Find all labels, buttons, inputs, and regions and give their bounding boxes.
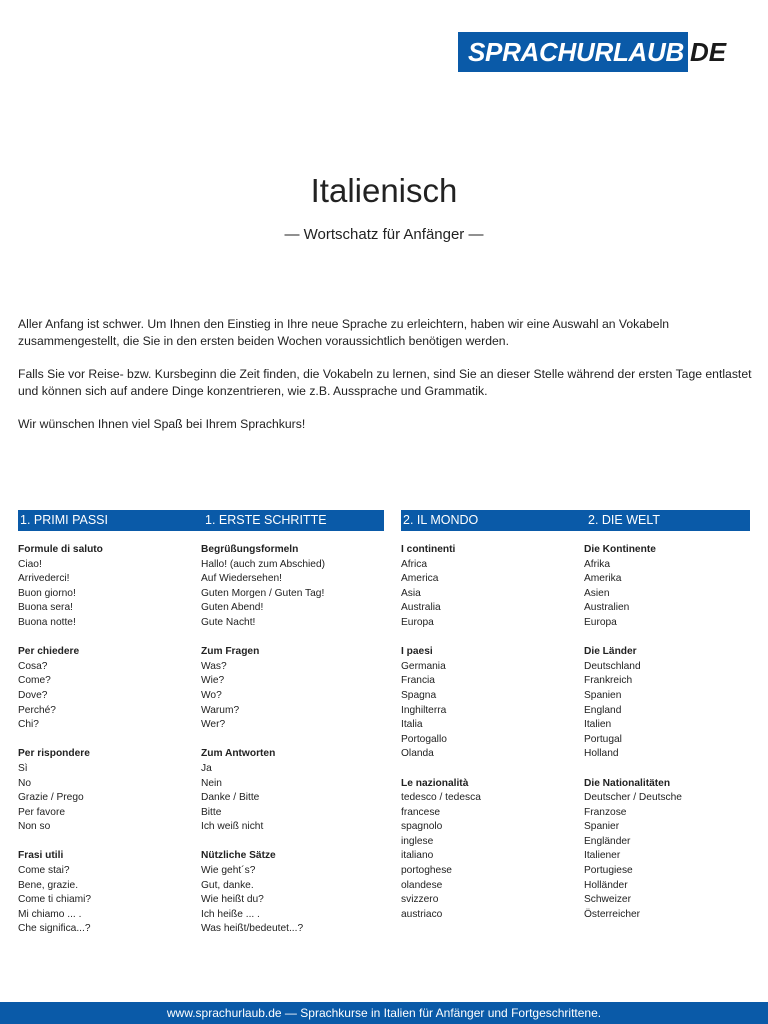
vocab-item: Bitte	[201, 806, 222, 818]
vocab-item: Was?	[201, 660, 227, 672]
page-title: Italienisch	[310, 172, 458, 209]
vocab-item: Danke / Bitte	[201, 792, 260, 804]
vocab-item: Auf Wiedersehen!	[201, 573, 282, 585]
vocab-item: Perché?	[18, 704, 56, 716]
vocab-item: Asien	[584, 587, 610, 599]
german-column	[584, 543, 682, 937]
italian-column	[18, 543, 201, 952]
vocab-item: Portogallo	[401, 733, 447, 745]
vocab-item: svizzero	[401, 894, 439, 906]
vocab-table-first-steps	[18, 510, 384, 952]
section-heading: I continenti	[401, 544, 456, 555]
section-heading: Zum Antworten	[201, 748, 276, 760]
vocab-item: Che significa...?	[18, 923, 91, 935]
vocab-item: Guten Abend!	[201, 602, 264, 614]
vocab-item: Mi chiamo ... .	[18, 908, 82, 920]
vocab-item: Chi?	[18, 719, 39, 731]
vocab-item: Spagna	[401, 689, 437, 701]
vocab-item: Africa	[401, 558, 428, 570]
section-heading: Die Länder	[584, 646, 637, 658]
vocab-item: Dove?	[18, 689, 48, 701]
vocab-item: Holländer	[584, 879, 628, 891]
vocab-item: Cosa?	[18, 660, 48, 672]
vocab-item: Come ti chiami?	[18, 894, 92, 906]
vocab-section	[401, 777, 584, 923]
vocab-table-world	[401, 510, 750, 937]
page-subtitle: — Wortschatz für Anfänger —	[284, 226, 484, 243]
vocab-item: Österreicher	[584, 908, 641, 920]
vocab-item: Afrika	[584, 558, 611, 570]
italian-column	[401, 543, 584, 937]
vocab-section	[401, 543, 584, 631]
vocab-item: Olanda	[401, 748, 434, 760]
vocab-item: olandese	[401, 879, 443, 891]
logo-domain-suffix: DE	[689, 36, 727, 67]
vocab-item: Grazie / Prego	[18, 792, 84, 804]
vocab-item: Italia	[401, 719, 423, 731]
vocab-section	[201, 645, 325, 733]
vocab-item: Nein	[201, 777, 222, 789]
vocab-item: Guten Morgen / Guten Tag!	[201, 587, 325, 599]
table-header	[18, 510, 384, 531]
vocab-section	[584, 543, 682, 631]
vocab-item: Wie geht´s?	[201, 865, 256, 877]
vocab-item: Schweizer	[584, 894, 631, 906]
section-heading: Per rispondere	[18, 748, 90, 760]
vocab-item: Inghilterra	[401, 704, 447, 716]
vocab-item: Australien	[584, 602, 630, 614]
vocab-item: spagnolo	[401, 821, 443, 833]
vocab-section	[18, 645, 201, 733]
vocab-item: Ich weiß nicht	[201, 821, 264, 833]
section-heading: Die Kontinente	[584, 544, 656, 555]
section-heading: Le nazionalità	[401, 777, 469, 789]
section-heading: Formule di saluto	[18, 544, 103, 555]
intro-paragraph: Wir wünschen Ihnen viel Spaß bei Ihrem Sprachkurs!	[18, 417, 306, 431]
vocab-item: Franzose	[584, 806, 627, 818]
vocab-item: Gute Nacht!	[201, 616, 256, 628]
header-italian: 1. PRIMI PASSI	[20, 513, 108, 527]
vocab-item: Europa	[584, 616, 617, 628]
vocab-item: Buona notte!	[18, 616, 76, 628]
vocab-item: Portugiese	[584, 865, 633, 877]
vocab-item: No	[18, 777, 32, 789]
vocab-item: Come stai?	[18, 865, 70, 877]
vocab-item: Germania	[401, 660, 446, 672]
vocab-item: francese	[401, 806, 441, 818]
vocab-item: Wo?	[201, 689, 222, 701]
vocab-item: Ciao!	[18, 558, 42, 570]
vocab-item: tedesco / tedesca	[401, 792, 481, 804]
header-italian: 2. IL MONDO	[403, 513, 479, 527]
vocab-section	[18, 747, 201, 835]
vocab-item: Frankreich	[584, 675, 633, 687]
intro-paragraph: Falls Sie vor Reise- bzw. Kursbeginn die Zeit finden, die Vokabeln zu lernen, sind Sie an dieser Stelle während der ersten Tage entlastet und können sich auf andere Dinge konzentrieren, wie z.B. Aussprache und Grammatik.	[18, 367, 752, 398]
vocab-item: Ja	[201, 762, 212, 774]
vocab-item: Spanier	[584, 821, 620, 833]
vocab-item: Europa	[401, 616, 434, 628]
header-german: 2. DIE WELT	[588, 513, 661, 527]
intro-text	[18, 316, 753, 449]
vocab-section	[18, 543, 201, 631]
section-heading: Frasi utili	[18, 850, 64, 862]
vocab-item: italiano	[401, 850, 434, 862]
vocab-item: Gut, danke.	[201, 879, 254, 891]
vocab-item: Arrivederci!	[18, 573, 70, 585]
vocab-section	[18, 849, 201, 937]
vocab-item: Warum?	[201, 704, 240, 716]
table-header	[401, 510, 750, 531]
section-heading: Begrüßungsformeln	[201, 544, 299, 555]
footer-bar: www.sprachurlaub.de — Sprachkurse in Italien für Anfänger und Fortgeschrittene.	[0, 1002, 768, 1024]
section-heading: Nützliche Sätze	[201, 850, 276, 862]
vocab-item: America	[401, 573, 439, 585]
section-heading: Zum Fragen	[201, 646, 260, 658]
vocab-item: Francia	[401, 675, 435, 687]
vocab-item: Sì	[18, 762, 28, 774]
section-heading: Per chiedere	[18, 646, 80, 658]
vocab-item: Engländer	[584, 835, 631, 847]
vocab-item: England	[584, 704, 622, 716]
vocab-section	[201, 747, 325, 835]
vocab-item: Ich heiße ... .	[201, 908, 260, 920]
vocab-item: Australia	[401, 602, 441, 614]
vocab-item: Deutscher / Deutsche	[584, 792, 682, 804]
vocab-item: Hallo! (auch zum Abschied)	[201, 558, 326, 570]
vocab-item: Bene, grazie.	[18, 879, 79, 891]
header-german: 1. ERSTE SCHRITTE	[205, 513, 327, 527]
brand-logo	[458, 32, 726, 72]
vocab-item: Was heißt/bedeutet...?	[201, 923, 304, 935]
vocab-section	[584, 777, 682, 923]
vocab-item: Asia	[401, 587, 421, 599]
vocab-item: Portugal	[584, 733, 622, 745]
vocab-item: Deutschland	[584, 660, 641, 672]
vocab-item: inglese	[401, 835, 434, 847]
vocab-item: Italien	[584, 719, 612, 731]
vocab-item: Non so	[18, 821, 51, 833]
german-column	[201, 543, 325, 952]
vocab-item: Wie heißt du?	[201, 894, 264, 906]
vocab-item: Amerika	[584, 573, 622, 585]
vocab-item: Come?	[18, 675, 51, 687]
vocab-section	[401, 645, 584, 762]
vocab-item: austriaco	[401, 908, 443, 920]
intro-paragraph: Aller Anfang ist schwer. Um Ihnen den Einstieg in Ihre neue Sprache zu erleichtern, haben wir eine Auswahl an Vokabeln zusammengestellt, die Sie in den ersten beiden Wochen voraussichtlich benötigen werden.	[18, 317, 670, 348]
vocab-item: Buona sera!	[18, 602, 73, 614]
vocab-section	[201, 849, 325, 937]
logo-wordmark: SPRACHURLAUB	[458, 32, 688, 72]
vocab-item: Wer?	[201, 719, 226, 731]
vocab-item: Spanien	[584, 689, 622, 701]
vocab-section	[584, 645, 682, 762]
vocab-item: Per favore	[18, 806, 65, 818]
vocab-item: Holland	[584, 748, 619, 760]
vocab-item: Buon giorno!	[18, 587, 76, 599]
section-heading: Die Nationalitäten	[584, 777, 671, 789]
vocab-item: Wie?	[201, 675, 225, 687]
vocab-item: portoghese	[401, 865, 452, 877]
vocab-section	[201, 543, 325, 631]
vocab-item: Italiener	[584, 850, 621, 862]
section-heading: I paesi	[401, 646, 433, 658]
